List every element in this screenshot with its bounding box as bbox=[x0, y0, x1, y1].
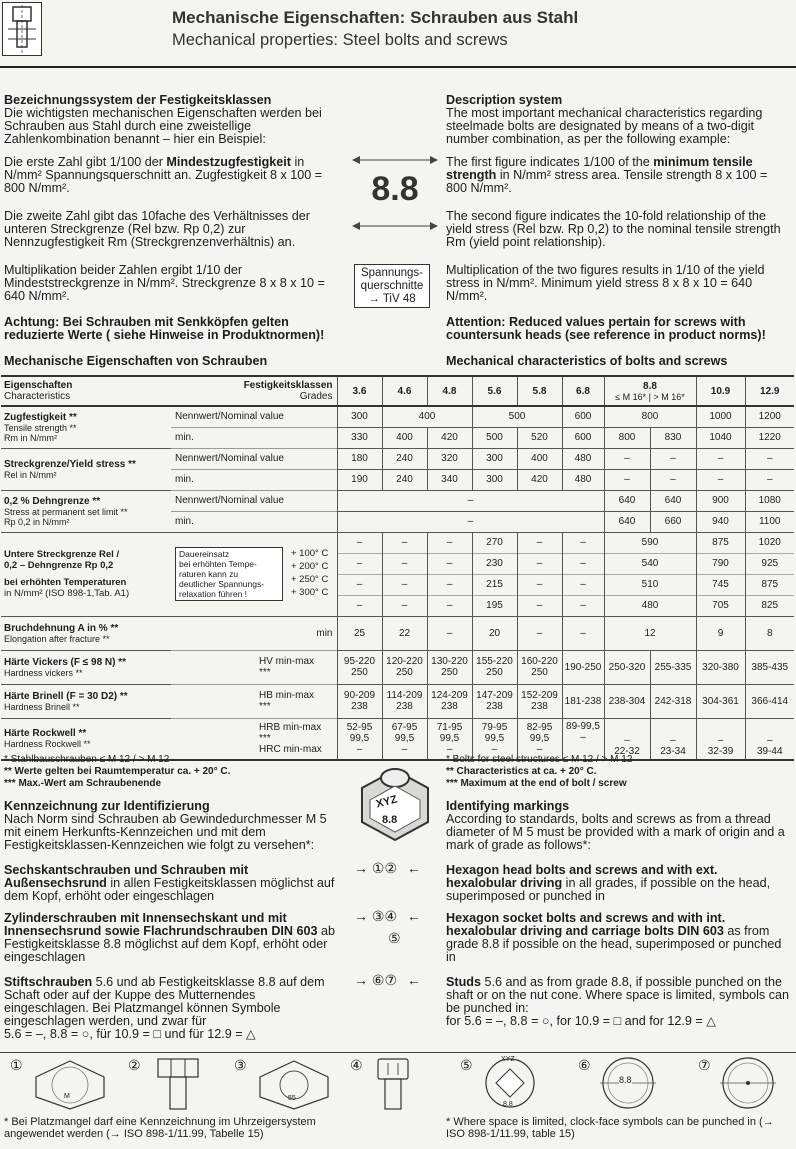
tensile-label bbox=[1, 406, 171, 448]
intro-de bbox=[4, 94, 344, 146]
rockwell-de: Härte Rockwell ** bbox=[4, 728, 87, 740]
table-cell: 320 bbox=[427, 448, 472, 469]
temp-label: + 100° C bbox=[291, 548, 329, 559]
vickers-unit1: HV min-max bbox=[259, 656, 315, 667]
socket-de: Zylinderschrauben mit Innensechskant und mit Innensechsrund sowie Flachrundschrauben DIN 603 ab Festigkeitsklasse 8.8 möglichst auf dem Kopf, erhöht oder eingeschlagen bbox=[4, 911, 336, 964]
grade-header: 4.6 bbox=[382, 376, 427, 406]
table-cell: 400 bbox=[517, 448, 562, 469]
table-cell: 330 bbox=[337, 427, 382, 448]
header-grades-de: Festigkeitsklassen bbox=[243, 380, 333, 391]
table-cell: – 32-39 bbox=[696, 718, 745, 760]
table-cell: 181-238 bbox=[562, 684, 604, 718]
header-grades-en: Grades bbox=[299, 391, 333, 402]
yield-de: Streckgrenze/Yield stress ** bbox=[4, 458, 136, 470]
socket-en: Hexagon socket bolts and screws and with int. hexalobular driving and carriage bolts DIN 603 as from grade 8.8 if possible on the head, superimposed or punched in bbox=[446, 911, 782, 964]
table-cell: 250-320 bbox=[604, 650, 650, 684]
table-cell: – bbox=[427, 595, 472, 616]
temp-label: + 200° C bbox=[291, 561, 329, 572]
vickers-label bbox=[1, 650, 171, 684]
table-cell: 12 bbox=[604, 616, 696, 650]
table-cell: 195 bbox=[472, 595, 517, 616]
stud-en-symbols: for 5.6 = –, 8.8 = ○, for 10.9 = □ and for 12.9 = △ bbox=[446, 1014, 716, 1028]
table-cell: 420 bbox=[427, 427, 472, 448]
grade-header-88 bbox=[604, 376, 696, 406]
table-cell: – bbox=[337, 595, 382, 616]
stud-en: Studs 5.6 and as from grade 8.8, if possible punched on the shaft or on the nut cone. Where space is limited, symbols can be punched in: for 5.6 = –, 8.8 = ○, for 10.9 = □ and for 12.9 = △ bbox=[446, 975, 789, 1028]
table-cell: 875 bbox=[696, 532, 745, 553]
drawing-label: ③ bbox=[234, 1057, 247, 1073]
table-cell: 900 bbox=[696, 490, 745, 511]
vickers-en: Hardness vickers ** bbox=[4, 667, 83, 678]
note-line: bei erhöhten Tempe- bbox=[179, 559, 257, 569]
elevated-de2: 0,2 – Dehngrenze Rp 0,2 bbox=[4, 560, 114, 571]
header-characteristics bbox=[1, 376, 171, 406]
table-cell: 925 bbox=[745, 553, 794, 574]
tensile-unit: Rm in N/mm² bbox=[4, 432, 57, 443]
table-cell: 240 bbox=[382, 448, 427, 469]
brinell-unit1: HB min-max bbox=[259, 690, 315, 701]
yield-nominal-label: Nennwert/Nominal value bbox=[171, 448, 337, 469]
stud-88-mark: 8.8 bbox=[619, 1075, 632, 1085]
table-cell: 155-220 250 bbox=[472, 650, 517, 684]
table-cell: 300 bbox=[472, 448, 517, 469]
table-header-row bbox=[1, 376, 794, 406]
table-cell: – bbox=[517, 574, 562, 595]
grade-header: 10.9 bbox=[696, 376, 745, 406]
table-cell: 940 bbox=[696, 511, 745, 532]
table-cell: 385-435 bbox=[745, 650, 794, 684]
marking-de-text: Nach Norm sind Schrauben ab Gewindedurchmesser M 5 mit einem Herkunfts-Kennzeichen und mit dem Festigkeitsklassen-Kennzeichen wie folgt zu versehen*: bbox=[4, 812, 327, 852]
table-cell: – 39-44 bbox=[745, 718, 794, 760]
table-cell: 130-220 250 bbox=[427, 650, 472, 684]
grade-example: 8.8 bbox=[371, 170, 419, 208]
table-cell: – bbox=[427, 553, 472, 574]
table-cell: – bbox=[427, 574, 472, 595]
intro-de-table-heading: Mechanische Eigenschaften von Schrauben bbox=[4, 354, 268, 368]
yield-min-label: min. bbox=[171, 469, 337, 490]
table-cell: – 23-34 bbox=[650, 718, 696, 760]
yield-unit: Rel in N/mm² bbox=[4, 469, 57, 480]
elevated-note-cell bbox=[171, 532, 337, 616]
table-cell: 830 bbox=[650, 427, 696, 448]
tensile-en: Tensile strength ** bbox=[4, 422, 77, 433]
intro-en-p1: The most important mechanical characteristics regarding steelmade bolts are designated by means of a two-digit number combination, as per the following example: bbox=[446, 106, 763, 146]
bottom-note-de: * Bei Platzmangel darf eine Kennzeichnung im Uhrzeigersystem angewendet werden (→ ISO 898-1/11.99, Tabelle 15) bbox=[4, 1116, 316, 1140]
brinell-de: Härte Brinell (F = 30 D2) ** bbox=[4, 690, 128, 702]
table-cell: 52-95 99,5 – bbox=[337, 718, 382, 760]
tensile-min-label: min. bbox=[171, 427, 337, 448]
header-divider bbox=[0, 66, 796, 68]
table-cell: 500 bbox=[472, 427, 517, 448]
hex-55-mark: 55 bbox=[288, 1095, 296, 1102]
table-row bbox=[1, 684, 794, 718]
grade-88-sub-b: > M 16* bbox=[653, 391, 685, 402]
table-cell: 590 bbox=[604, 532, 696, 553]
table-cell: 1000 bbox=[696, 406, 745, 427]
grade-88-sub-a: ≤ M 16* bbox=[615, 391, 647, 402]
intro-en-table-heading: Mechanical characteristics of bolts and screws bbox=[446, 354, 728, 368]
table-cell: 510 bbox=[604, 574, 696, 595]
table-cell: – bbox=[745, 469, 794, 490]
marking-en-text: According to standards, bolts and screws as from a thread diameter of M 5 must be provided with a mark of origin and a mark of grade as follows*: bbox=[446, 812, 785, 852]
table-cell: 230 bbox=[472, 553, 517, 574]
header-char-en: Characteristics bbox=[4, 391, 71, 402]
table-cell: 500 bbox=[472, 406, 562, 427]
table-cell: 304-361 bbox=[696, 684, 745, 718]
intro-de-heading: Bezeichnungssystem der Festigkeitsklassen bbox=[4, 93, 272, 107]
table-row bbox=[1, 490, 794, 511]
footnote-en-2: ** Characteristics at ca. + 20° C. bbox=[446, 766, 597, 777]
table-cell: 242-318 bbox=[650, 684, 696, 718]
proof-min-label: min. bbox=[171, 511, 337, 532]
table-cell: 120-220 250 bbox=[382, 650, 427, 684]
table-cell: 147-209 238 bbox=[472, 684, 517, 718]
table-cell: 640 bbox=[650, 490, 696, 511]
rockwell-unit1: HRB min-max bbox=[259, 722, 322, 734]
drawing-label: ④ bbox=[350, 1057, 363, 1073]
drawing-label: ⑤ bbox=[460, 1057, 473, 1073]
table-cell: 640 bbox=[604, 490, 650, 511]
drawing-label: ⑦ bbox=[698, 1057, 711, 1073]
brinell-unit bbox=[171, 684, 337, 718]
table-cell: – bbox=[604, 448, 650, 469]
table-cell: – bbox=[562, 574, 604, 595]
table-cell: 480 bbox=[604, 595, 696, 616]
proof-label bbox=[1, 490, 171, 532]
elevated-label bbox=[1, 532, 171, 616]
rockwell-en: Hardness Rockwell ** bbox=[4, 739, 91, 750]
header-char-de: Eigenschaften bbox=[4, 380, 73, 391]
table-cell: 114-209 238 bbox=[382, 684, 427, 718]
proof-en: Stress at permanent set limit ** bbox=[4, 506, 128, 517]
table-cell: – bbox=[562, 532, 604, 553]
table-cell: – bbox=[517, 616, 562, 650]
rockwell-unit3: HRC min-max bbox=[259, 744, 322, 756]
table-cell: – bbox=[650, 448, 696, 469]
hex-bolt-side-icon bbox=[148, 1055, 208, 1111]
table-cell: 790 bbox=[696, 553, 745, 574]
grade-88-label: 8.8 bbox=[643, 380, 657, 392]
table-cell: – bbox=[337, 574, 382, 595]
table-cell: 90-209 238 bbox=[337, 684, 382, 718]
brinell-label bbox=[1, 684, 171, 718]
drawing-label: ② bbox=[128, 1057, 141, 1073]
page-title: Mechanische Eigenschaften: Schrauben aus Stahl bbox=[172, 8, 579, 27]
footnotes-de bbox=[4, 754, 230, 790]
table-cell: – bbox=[427, 532, 472, 553]
table-cell: 238-304 bbox=[604, 684, 650, 718]
brinell-unit2: *** bbox=[259, 701, 271, 712]
table-cell: 1100 bbox=[745, 511, 794, 532]
table-cell: 480 bbox=[562, 448, 604, 469]
table-cell: – bbox=[517, 532, 562, 553]
table-cell: – bbox=[517, 595, 562, 616]
table-row bbox=[1, 406, 794, 427]
elongation-de: Bruchdehnung A in % ** bbox=[4, 622, 119, 634]
intro-de-p2-a: Die erste Zahl gibt 1/100 der bbox=[4, 155, 167, 169]
proof-nominal-label: Nennwert/Nominal value bbox=[171, 490, 337, 511]
table-cell: – bbox=[745, 448, 794, 469]
intro-de-p2 bbox=[4, 156, 344, 195]
stress-box-line: querschnitte bbox=[360, 280, 424, 292]
header-grades bbox=[171, 376, 337, 406]
intro-en-p3: The second figure indicates the 10-fold relationship of the yield stress (Rel bzw. Rp 0,2) to the nominal tensile strength Rm (yield point relationship). bbox=[446, 209, 781, 249]
table-cell: 320-380 bbox=[696, 650, 745, 684]
properties-table bbox=[1, 375, 794, 761]
socket-symbol-5: ⑤ bbox=[388, 930, 401, 946]
proof-de: 0,2 % Dehngrenze ** bbox=[4, 495, 101, 507]
table-cell: 800 bbox=[604, 406, 696, 427]
table-cell: – bbox=[337, 490, 604, 511]
relaxation-note bbox=[175, 547, 283, 601]
table-cell: 270 bbox=[472, 532, 517, 553]
bottom-note-en: * Where space is limited, clock-face symbols can be punched in (→ ISO 898-1/11.99, table 15) bbox=[446, 1116, 774, 1140]
table-cell: 9 bbox=[696, 616, 745, 650]
table-cell: 705 bbox=[696, 595, 745, 616]
table-cell: 600 bbox=[562, 427, 604, 448]
temp-label: + 250° C bbox=[291, 574, 329, 585]
table-cell: 71-95 99,5 – bbox=[427, 718, 472, 760]
bolt-logo-icon bbox=[2, 2, 42, 56]
drawing-xyz-mark: XYZ bbox=[501, 1056, 515, 1063]
table-cell: 400 bbox=[382, 406, 472, 427]
elevated-de1: Untere Streckgrenze Rel / bbox=[4, 549, 120, 560]
table-cell: 25 bbox=[337, 616, 382, 650]
intro-de-p2-c: in N/mm² Spannungsquerschnitt an. Zugfestigkeit 8 x 100 = 800 N/mm². bbox=[4, 155, 323, 195]
clock-face-icon bbox=[716, 1055, 780, 1111]
footnote-de-3: *** Max.-Wert am Schraubenende bbox=[4, 778, 162, 789]
marking-drawings bbox=[0, 1052, 796, 1112]
table-cell: 825 bbox=[745, 595, 794, 616]
stud-de: Stiftschrauben 5.6 und ab Festigkeitsklasse 8.8 auf dem Schaft oder auf der Kuppe des Mutternendes eingeschlagen. Bei Platzmangel können Symbole eingeschlagen werden, und zwar für 5.6 = –, 8.8 = ○, für 10.9 = □ und für 12.9 = △ bbox=[4, 976, 340, 1041]
intro-de-p4: Multiplikation beider Zahlen ergibt 1/10 der Mindeststreckgrenze in N/mm². Streckgrenze 8 x 8 x 10 = 640 N/mm². bbox=[4, 263, 325, 303]
table-cell: 20 bbox=[472, 616, 517, 650]
table-cell: 190-250 bbox=[562, 650, 604, 684]
stress-box-line: Spannungs- bbox=[360, 267, 424, 279]
hex-de: Sechskantschrauben und Schrauben mit Außensechsrund in allen Festigkeitsklassen möglichst auf dem Kopf, erhöht oder eingeschlagen bbox=[4, 863, 335, 903]
table-cell: 67-95 99,5 – bbox=[382, 718, 427, 760]
table-row bbox=[1, 616, 794, 650]
marking-de-intro bbox=[4, 800, 340, 852]
table-cell: 240 bbox=[382, 469, 427, 490]
table-cell: 600 bbox=[562, 406, 604, 427]
vickers-unit bbox=[171, 650, 337, 684]
socket-symbols: → ③④ ← bbox=[354, 908, 421, 924]
drawing-label: ⑥ bbox=[578, 1057, 591, 1073]
hex-head-top-icon bbox=[30, 1057, 110, 1111]
table-cell: 540 bbox=[604, 553, 696, 574]
note-line: deutlicher Spannungs- bbox=[179, 579, 265, 589]
elongation-unit: min bbox=[171, 616, 337, 650]
intro-en-p2-a: The first figure indicates 1/100 of the bbox=[446, 155, 654, 169]
table-cell: – bbox=[517, 553, 562, 574]
table-cell: 800 bbox=[604, 427, 650, 448]
stud-de-symbols: 5.6 = –, 8.8 = ○, für 10.9 = □ und für 12.9 = △ bbox=[4, 1027, 256, 1041]
hex-en: Hexagon head bolts and screws and with ext. hexalobular driving in all grades, if possible on the head, superimposed or punched in bbox=[446, 863, 771, 903]
table-cell: 400 bbox=[382, 427, 427, 448]
elongation-en: Elongation after fracture ** bbox=[4, 633, 110, 644]
table-cell: 640 bbox=[604, 511, 650, 532]
table-row bbox=[1, 448, 794, 469]
table-cell: – bbox=[337, 532, 382, 553]
table-cell: 255-335 bbox=[650, 650, 696, 684]
table-cell: – bbox=[562, 553, 604, 574]
drawing-label: ① bbox=[10, 1057, 23, 1073]
intro-de-p2-b: Mindestzugfestigkeit bbox=[166, 155, 291, 169]
table-row bbox=[1, 650, 794, 684]
proof-unit: Rp 0,2 in N/mm² bbox=[4, 516, 70, 527]
table-cell: 1040 bbox=[696, 427, 745, 448]
vickers-de: Härte Vickers (F ≤ 98 N) ** bbox=[4, 656, 127, 668]
table-cell: 340 bbox=[427, 469, 472, 490]
table-cell: 160-220 250 bbox=[517, 650, 562, 684]
table-cell: 1020 bbox=[745, 532, 794, 553]
grade-header: 12.9 bbox=[745, 376, 794, 406]
stress-box-line: → TiV 48 bbox=[368, 293, 416, 305]
table-cell: 1080 bbox=[745, 490, 794, 511]
intro-de-p3: Die zweite Zahl gibt das 10fache des Verhältnisses der unteren Streckgrenze (Rel bzw. Rp 0,2) zur Nennzugfestigkeit Rm (Streckgrenzenverhältnis) an. bbox=[4, 209, 310, 249]
temp-label: + 300° C bbox=[291, 587, 329, 598]
grade-header: 5.6 bbox=[472, 376, 517, 406]
table-cell: – bbox=[337, 553, 382, 574]
grade-header: 5.8 bbox=[517, 376, 562, 406]
note-line: raturen kann zu bbox=[179, 569, 239, 579]
table-cell: 480 bbox=[562, 469, 604, 490]
table-cell: 124-209 238 bbox=[427, 684, 472, 718]
bolt-origin-mark: XYZ bbox=[374, 793, 399, 811]
marking-en-heading: Identifying markings bbox=[446, 799, 570, 813]
table-cell: 215 bbox=[472, 574, 517, 595]
table-cell: 1200 bbox=[745, 406, 794, 427]
intro-de-attention: Achtung: Bei Schrauben mit Senkköpfen gelten reduzierte Werte ( siehe Hinweise in Produktnormen)! bbox=[4, 315, 325, 342]
table-cell: – bbox=[382, 574, 427, 595]
hex-m-mark: M bbox=[64, 1093, 70, 1100]
table-cell: 875 bbox=[745, 574, 794, 595]
footnote-de-1: * Stahlbauschrauben ≤ M 12 / > M 12 bbox=[4, 754, 170, 765]
intro-en-p2 bbox=[446, 156, 791, 195]
yield-label bbox=[1, 448, 171, 490]
marking-en-intro bbox=[446, 800, 791, 852]
table-cell: 420 bbox=[517, 469, 562, 490]
table-cell: – bbox=[382, 532, 427, 553]
table-cell: 79-95 99,5 – bbox=[472, 718, 517, 760]
table-cell: – 22-32 bbox=[604, 718, 650, 760]
footnote-en-3: *** Maximum at the end of bolt / screw bbox=[446, 778, 627, 789]
table-cell: 660 bbox=[650, 511, 696, 532]
elevated-unit: in N/mm² (ISO 898-1,Tab. A1) bbox=[4, 588, 130, 599]
grade-header: 4.8 bbox=[427, 376, 472, 406]
table-cell: 89-99,5 – bbox=[562, 718, 604, 760]
intro-en-p2-b: minimum tensile strength bbox=[446, 155, 753, 182]
table-cell: 152-209 238 bbox=[517, 684, 562, 718]
table-cell: 300 bbox=[337, 406, 382, 427]
socket-screw-icon bbox=[370, 1055, 420, 1111]
tensile-nominal-label: Nennwert/Nominal value bbox=[171, 406, 337, 427]
table-cell: 745 bbox=[696, 574, 745, 595]
vickers-unit2: *** bbox=[259, 667, 271, 678]
table-cell: 8 bbox=[745, 616, 794, 650]
table-cell: – bbox=[427, 616, 472, 650]
footnote-en-1: * Bolts for steel structures ≤ M 12 / > M 12 bbox=[446, 754, 633, 765]
table-cell: 190 bbox=[337, 469, 382, 490]
table-cell: – bbox=[604, 469, 650, 490]
marking-de-heading: Kennzeichnung zur Identifizierung bbox=[4, 799, 210, 813]
table-cell: 300 bbox=[472, 469, 517, 490]
table-cell: 520 bbox=[517, 427, 562, 448]
table-cell: – bbox=[562, 595, 604, 616]
intro-en-p2-c: in N/mm² stress area. Tensile strength 8 x 100 = 800 N/mm². bbox=[446, 168, 768, 195]
hex-head-top-icon bbox=[254, 1057, 334, 1111]
note-line: Dauereinsatz bbox=[179, 549, 230, 559]
stud-symbols: → ⑥⑦ ← bbox=[354, 972, 421, 988]
elongation-label bbox=[1, 616, 171, 650]
grade-header: 6.8 bbox=[562, 376, 604, 406]
grade-header: 3.6 bbox=[337, 376, 382, 406]
grade-88-sub: ≤ M 16* | > M 16* bbox=[615, 391, 685, 402]
drawing-88-mark: 8.8 bbox=[503, 1101, 513, 1108]
table-row bbox=[1, 532, 794, 553]
table-cell: 95-220 250 bbox=[337, 650, 382, 684]
tensile-de: Zugfestigkeit ** bbox=[4, 411, 77, 423]
table-cell: 366-414 bbox=[745, 684, 794, 718]
table-cell: 82-95 99,5 – bbox=[517, 718, 562, 760]
bolt-grade-mark: 8.8 bbox=[382, 814, 398, 826]
note-line: relaxation führen ! bbox=[179, 589, 248, 599]
page-subtitle: Mechanical properties: Steel bolts and screws bbox=[172, 31, 508, 49]
elevated-de3: bei erhöhten Temperaturen bbox=[4, 577, 127, 588]
rockwell-unit2: *** bbox=[259, 733, 271, 745]
intro-en-attention: Attention: Reduced values pertain for screws with countersunk heads (see reference in product norms)! bbox=[446, 315, 766, 342]
table-cell: – bbox=[562, 616, 604, 650]
table-cell: – bbox=[696, 469, 745, 490]
temperature-list bbox=[291, 547, 328, 599]
table-cell: – bbox=[337, 511, 604, 532]
stress-area-reference bbox=[354, 264, 430, 308]
intro-de-p1: Die wichtigsten mechanischen Eigenschaften werden bei Schrauben aus Stahl durch eine zweistellige Zahlenkombination benannt – hier ein Beispiel: bbox=[4, 106, 322, 146]
table-cell: – bbox=[650, 469, 696, 490]
footnotes-en bbox=[446, 754, 632, 790]
hex-symbols: → ①② ← bbox=[354, 860, 421, 876]
table-cell: – bbox=[696, 448, 745, 469]
footnote-de-2: ** Werte gelten bei Raumtemperatur ca. + 20° C. bbox=[4, 766, 231, 777]
table-cell: 1220 bbox=[745, 427, 794, 448]
table-cell: – bbox=[382, 595, 427, 616]
intro-en bbox=[446, 94, 791, 146]
intro-en-heading: Description system bbox=[446, 93, 563, 107]
brinell-en: Hardness Brinell ** bbox=[4, 701, 80, 712]
intro-en-p4: Multiplication of the two figures results in 1/10 of the yield stress in N/mm². Minimum yield stress 8 x 8 x 10 = 640 N/mm². bbox=[446, 263, 765, 303]
table-cell: – bbox=[382, 553, 427, 574]
table-cell: 22 bbox=[382, 616, 427, 650]
table-cell: 180 bbox=[337, 448, 382, 469]
